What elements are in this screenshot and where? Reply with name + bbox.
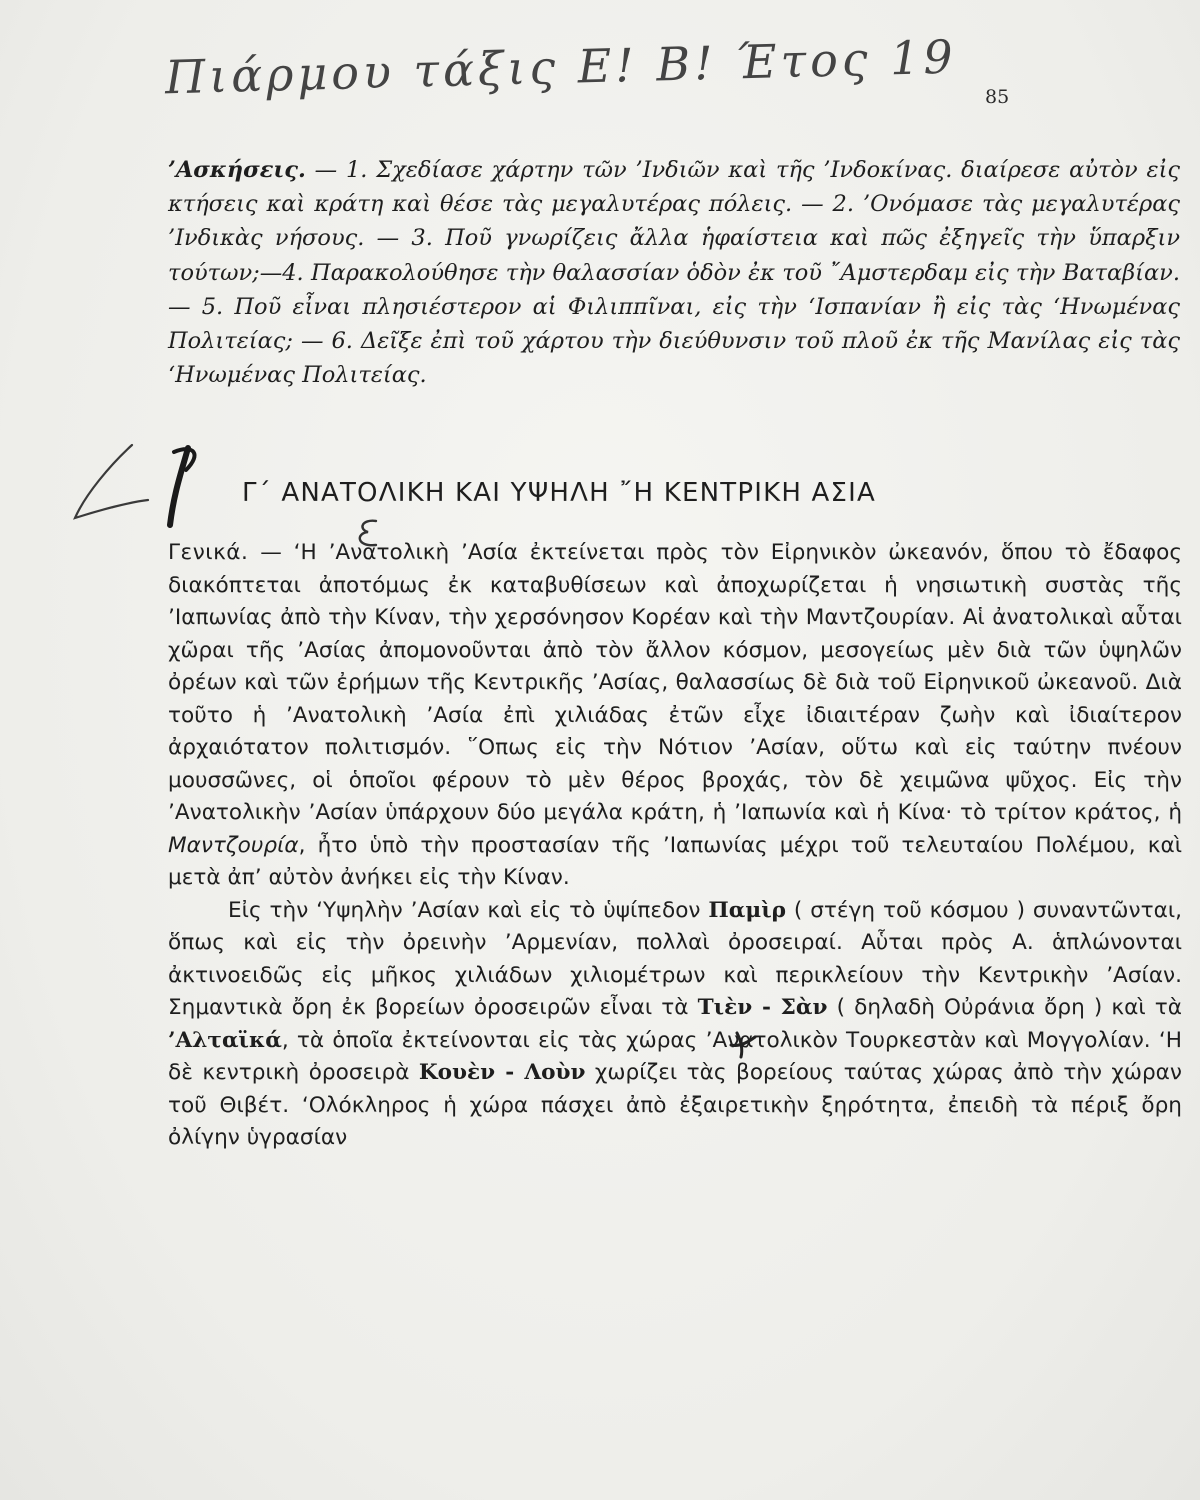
term-tien-shan: Τιὲν - Σὰν [697, 995, 828, 1020]
term-kunlun: Κουὲν - Λοὺν [418, 1060, 586, 1085]
term-altai: ’Αλταϊκά [168, 1027, 282, 1053]
handwritten-note: Πιάρμου τάξις Ε! Β! Έτος 19 [164, 29, 958, 105]
paragraph-general-end: , ἦτο ὑπὸ τὴν προστασίαν τῆς ’Ιαπωνίας μέχρι τοῦ τελευταίου Πολέμου, καὶ μετὰ ἀπ’ αὐτὸν ἀνήκει εἰς τὴν Κίναν. [168, 832, 1182, 890]
section-heading: Γ΄ ΑΝΑΤΟΛΙΚΗ ΚΑΙ ΥΨΗΛΗ ῎Η ΚΕΝΤΡΙΚΗ ΑΣΙΑ [242, 478, 877, 508]
run-in-heading: Γενικά. [168, 540, 249, 565]
exercises-text: — 1. Σχεδίασε χάρτην τῶν ’Ινδιῶν καὶ τῆς ’Ινδοκίνας. διαίρεσε αὐτὸν εἰς κτήσεις καὶ κράτη καὶ θέσε τὰς μεγαλυτέρας πόλεις. — 2. ’Ονόμασε τὰς μεγαλυτέρας ’Ινδικὰς νήσους. — 3. Ποῦ γνωρίζεις ἄλλα ἡφαίστεια καὶ πῶς ἐξηγεῖς τὴν ὕπαρξιν τούτων;—4. Παρακολούθησε τὴν θαλασσίαν ὁδὸν ἐκ τοῦ ῎Αμστερδαμ εἰς τὴν Βαταβίαν. — 5. Ποῦ εἶναι πλησιέστερον αἱ Φιλιππῖναι, εἰς τὴν ‘Ισπανίαν ἢ εἰς τὰς ‘Ηνωμένας Πολιτείας; — 6. Δεῖξε ἐπὶ τοῦ χάρτου τὴν διεύθυνσιν τοῦ πλοῦ ἐκ τῆς Μανίλας εἰς τὰς ‘Ηνωμένας Πολιτείας. [168, 157, 1180, 389]
italic-term: Μαντζουρία [168, 832, 299, 858]
paragraph-general [168, 537, 1182, 895]
body-text [168, 537, 1182, 1155]
text-run: ( δηλαδὴ Οὐράνια ὄρη ) καὶ τὰ [827, 995, 1182, 1020]
paragraph-high-asia [168, 895, 1182, 1155]
paragraph-general-text: — ‘Η ’Ανατολικὴ ’Ασία ἐκτείνεται πρὸς τὸν Εἰρηνικὸν ὠκεανόν, ὅπου τὸ ἔδαφος διακόπτεται ἀποτόμως ἐκ καταβυθίσεων καὶ ἀποχωρίζεται ἡ νησιωτικὴ συστὰς τῆς ’Ιαπωνίας ἀπὸ τὴν Κίναν, τὴν χερσόνησον Κορέαν καὶ τὴν Μαντζουρίαν. Αἱ ἀνατολικαὶ αὗται χῶραι τῆς ’Ασίας ἀπομονοῦνται ἀπὸ τὸν ἄλλον κόσμον, μεσογείως μὲν διὰ τῶν ὑψηλῶν ὀρέων καὶ τῶν ἐρήμων τῆς Κεντρικῆς ’Ασίας, θαλασσίως δὲ διὰ τοῦ Εἰρηνικοῦ ὠκεανοῦ. Διὰ τοῦτο ἡ ’Ανατολικὴ ’Ασία ἐπὶ χιλιάδας ἐτῶν εἶχε ἰδιαιτέραν ζωὴν καὶ ἰδιαίτερον ἀρχαιότατον πολιτισμόν. ῞Οπως εἰς τὴν Νότιον ’Ασίαν, οὕτω καὶ εἰς ταύτην πνέουν μουσσῶνες, οἱ ὁποῖοι φέρουν τὸ μὲν θέρος βροχάς, τὸν δὲ χειμῶνα ψῦχος. Εἰς τὴν ’Ανατολικὴν ’Ασίαν ὑπάρχουν δύο μεγάλα κράτη, ἡ ’Ιαπωνία καὶ ἡ Κίνα· τὸ τρίτον κράτος, ἡ [168, 540, 1182, 825]
term-pamir: Παμὶρ [708, 897, 787, 923]
handwritten-check-mark [725, 1025, 761, 1061]
handwritten-margin-mark [70, 440, 210, 530]
exercises-paragraph [168, 153, 1180, 392]
text-run: Εἰς τὴν ‘Υψηλὴν ’Ασίαν καὶ εἰς τὸ ὑψίπεδον [228, 897, 709, 923]
text-run: , τὰ ὁποῖα ἐκτείνονται εἰς τὰς χώρας ’Ανατολικὸν Τουρκεστὰν καὶ Μογγολίαν. ‘Η δὲ κεντρικὴ ὀροσειρὰ [168, 1027, 1182, 1085]
text-run: χωρίζει τὰς βορείους ταύτας χώρας ἀπὸ τὴν χώραν τοῦ Θιβέτ. ‘Ολόκληρος ἡ χώρα πάσχει ἀπὸ ἐξαιρετικὴν ξηρότητα, ἐπειδὴ τὰ πέριξ ὄρη ὀλίγην ὑγρασίαν [168, 1060, 1182, 1150]
page-number: 85 [985, 86, 1010, 108]
text-run: ( στέγη τοῦ κόσμου ) συναντῶνται, ὅπως καὶ εἰς τὴν ὀρεινὴν ’Αρμενίαν, πολλαὶ ὀροσειραί. Αὗται πρὸς Α. ἁπλώνονται ἀκτινοειδῶς εἰς μῆκος χιλιάδων χιλιομέτρων καὶ περικλείουν τὴν Κεντρικὴν ’Ασίαν. Σημαντικὰ ὄρη ἐκ βορείων ὀροσειρῶν εἶναι τὰ [168, 897, 1182, 1020]
exercises-lead: ’Ασκήσεις. [168, 157, 306, 183]
